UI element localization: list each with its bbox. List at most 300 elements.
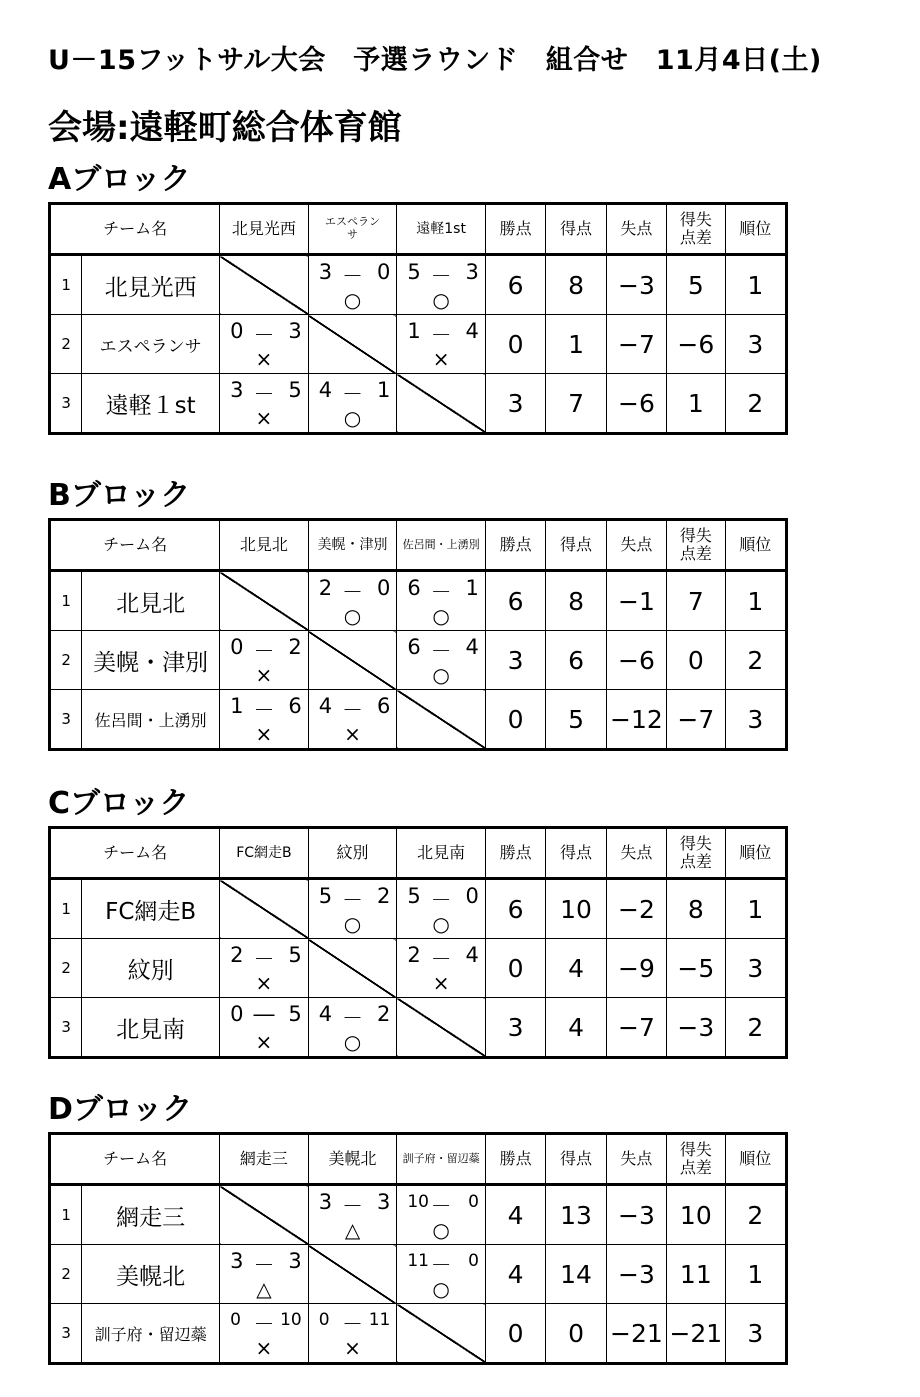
match-cell bbox=[397, 631, 486, 690]
cell-rank: 3 bbox=[725, 690, 786, 750]
match-cell bbox=[308, 1304, 397, 1364]
match-score bbox=[397, 884, 485, 910]
block-name: Dブロック bbox=[48, 1092, 193, 1127]
result-mark: △ bbox=[256, 1277, 272, 1301]
header-ga: 失点 bbox=[606, 520, 666, 571]
result-mark: ○ bbox=[343, 604, 362, 628]
header-rank: 順位 bbox=[725, 828, 786, 879]
result-mark: ○ bbox=[432, 1218, 450, 1242]
match-score bbox=[397, 943, 485, 969]
score-for: 4 bbox=[318, 1002, 333, 1026]
standings-table bbox=[48, 202, 788, 435]
score-against: 2 bbox=[288, 635, 302, 659]
self-match-cell bbox=[397, 998, 486, 1058]
header-gf: 得点 bbox=[546, 204, 606, 255]
block-3 bbox=[48, 1090, 788, 1365]
table-row bbox=[50, 879, 787, 939]
match-cell bbox=[308, 1185, 397, 1245]
result-mark: △ bbox=[344, 1218, 361, 1242]
score-for: 0 bbox=[318, 1310, 330, 1330]
cell-points: 0 bbox=[485, 1304, 545, 1364]
match-cell bbox=[308, 998, 397, 1058]
header-row bbox=[50, 520, 787, 571]
match-cell bbox=[220, 1304, 309, 1364]
match-score bbox=[220, 1308, 308, 1334]
match-score bbox=[220, 694, 308, 720]
score-dash: － bbox=[342, 1312, 364, 1336]
score-against: 0 bbox=[468, 1192, 479, 1212]
match-cell bbox=[308, 879, 397, 939]
match-cell bbox=[397, 255, 486, 315]
cell-rank: 1 bbox=[725, 571, 786, 631]
header-opponent: 美幌・津別 bbox=[308, 520, 397, 571]
header-team: チーム名 bbox=[50, 1134, 220, 1185]
score-for: 3 bbox=[318, 260, 333, 284]
cell-gf: 8 bbox=[546, 571, 606, 631]
header-row bbox=[50, 204, 787, 255]
header-opponent: FC網走B bbox=[220, 828, 309, 879]
score-against: 0 bbox=[376, 576, 391, 600]
header-gf: 得点 bbox=[546, 1134, 606, 1185]
score-for: 1 bbox=[407, 319, 421, 343]
match-score bbox=[220, 378, 308, 404]
score-against: 0 bbox=[376, 260, 391, 284]
score-for: 5 bbox=[318, 884, 333, 908]
cell-ga: −6 bbox=[606, 374, 666, 434]
header-team: チーム名 bbox=[50, 828, 220, 879]
team-name: FC網走B bbox=[82, 879, 220, 939]
result-mark: ○ bbox=[432, 288, 450, 312]
score-against: 2 bbox=[376, 884, 391, 908]
result-mark: ○ bbox=[343, 912, 362, 936]
cell-gf: 0 bbox=[546, 1304, 606, 1364]
cell-gf: 1 bbox=[546, 315, 606, 374]
cell-rank: 1 bbox=[725, 255, 786, 315]
score-dash: － bbox=[253, 382, 275, 406]
block-0 bbox=[48, 160, 788, 435]
table-row bbox=[50, 939, 787, 998]
score-for: 11 bbox=[407, 1251, 429, 1271]
match-score bbox=[309, 260, 397, 286]
score-against: 5 bbox=[288, 943, 302, 967]
header-points: 勝点 bbox=[485, 828, 545, 879]
score-for: 6 bbox=[407, 635, 421, 659]
score-for: 1 bbox=[230, 694, 244, 718]
result-mark: ○ bbox=[432, 604, 450, 628]
match-cell bbox=[397, 315, 486, 374]
score-dash: － bbox=[430, 1194, 452, 1218]
header-opponent: エスペラン サ bbox=[308, 204, 397, 255]
self-match-cell bbox=[220, 255, 309, 315]
row-number: 1 bbox=[50, 255, 82, 315]
result-mark: ○ bbox=[343, 288, 362, 312]
cell-gf: 10 bbox=[546, 879, 606, 939]
team-name: 北見南 bbox=[82, 998, 220, 1058]
score-dash: － bbox=[342, 580, 364, 604]
team-name: 美幌・津別 bbox=[82, 631, 220, 690]
self-match-cell bbox=[308, 315, 397, 374]
cell-ga: −21 bbox=[606, 1304, 666, 1364]
cell-ga: −1 bbox=[606, 571, 666, 631]
score-for: 3 bbox=[230, 378, 244, 402]
match-score bbox=[220, 635, 308, 661]
header-rank: 順位 bbox=[725, 1134, 786, 1185]
table-row bbox=[50, 690, 787, 750]
table-row bbox=[50, 315, 787, 374]
match-score bbox=[309, 378, 397, 404]
score-dash: － bbox=[342, 888, 364, 912]
result-mark: × bbox=[255, 347, 273, 371]
header-opponent: 北見北 bbox=[220, 520, 309, 571]
self-match-cell bbox=[220, 879, 309, 939]
cell-rank: 1 bbox=[725, 1245, 786, 1304]
result-mark: × bbox=[255, 722, 273, 746]
score-for: 0 bbox=[230, 1002, 244, 1026]
cell-rank: 3 bbox=[725, 1304, 786, 1364]
score-for: 0 bbox=[230, 319, 244, 343]
score-against: 3 bbox=[376, 1190, 391, 1214]
table-row bbox=[50, 998, 787, 1058]
score-for: 5 bbox=[407, 884, 421, 908]
header-ga: 失点 bbox=[606, 204, 666, 255]
cell-points: 6 bbox=[485, 571, 545, 631]
score-dash: － bbox=[253, 1253, 275, 1277]
score-dash: － bbox=[430, 1253, 452, 1277]
score-for: 3 bbox=[318, 1190, 333, 1214]
score-dash: － bbox=[342, 698, 364, 722]
result-mark: ○ bbox=[432, 1277, 450, 1301]
score-for: 5 bbox=[407, 260, 421, 284]
score-against: 4 bbox=[465, 943, 479, 967]
header-opponent: 遠軽1st bbox=[397, 204, 486, 255]
cell-gd: −7 bbox=[667, 690, 725, 750]
cell-gd: −6 bbox=[667, 315, 725, 374]
score-dash: － bbox=[253, 947, 275, 971]
block-name: Aブロック bbox=[48, 162, 191, 197]
header-gd: 得失 点差 bbox=[667, 520, 725, 571]
cell-ga: −3 bbox=[606, 1185, 666, 1245]
cell-ga: −7 bbox=[606, 315, 666, 374]
cell-gd: −3 bbox=[667, 998, 725, 1058]
header-opponent: 佐呂間・上湧別 bbox=[397, 520, 486, 571]
cell-rank: 2 bbox=[725, 631, 786, 690]
row-number: 2 bbox=[50, 939, 82, 998]
score-dash: － bbox=[342, 382, 364, 406]
team-name: 美幌北 bbox=[82, 1245, 220, 1304]
cell-points: 3 bbox=[485, 631, 545, 690]
self-match-cell bbox=[397, 690, 486, 750]
header-gf: 得点 bbox=[546, 828, 606, 879]
cell-ga: −12 bbox=[606, 690, 666, 750]
table-row bbox=[50, 1304, 787, 1364]
score-for: 2 bbox=[318, 576, 333, 600]
block-1 bbox=[48, 476, 788, 751]
match-score bbox=[397, 1190, 485, 1216]
team-name: 北見北 bbox=[82, 571, 220, 631]
self-match-cell bbox=[220, 1185, 309, 1245]
score-for: 2 bbox=[230, 943, 244, 967]
cell-gd: 11 bbox=[667, 1245, 725, 1304]
score-for: 2 bbox=[407, 943, 421, 967]
score-against: 5 bbox=[288, 378, 302, 402]
self-match-cell bbox=[397, 374, 486, 434]
header-opponent: 網走三 bbox=[220, 1134, 309, 1185]
score-against: 1 bbox=[465, 576, 479, 600]
cell-ga: −9 bbox=[606, 939, 666, 998]
match-cell bbox=[220, 998, 309, 1058]
cell-rank: 2 bbox=[725, 998, 786, 1058]
match-cell bbox=[397, 879, 486, 939]
result-mark: × bbox=[432, 347, 450, 371]
score-dash: － bbox=[430, 888, 452, 912]
team-name: 網走三 bbox=[82, 1185, 220, 1245]
score-against: 1 bbox=[376, 378, 391, 402]
result-mark: ○ bbox=[343, 406, 362, 430]
match-score bbox=[397, 260, 485, 286]
cell-gf: 7 bbox=[546, 374, 606, 434]
match-score bbox=[309, 884, 397, 910]
result-mark: × bbox=[344, 1336, 361, 1360]
score-against: 4 bbox=[465, 319, 479, 343]
score-dash: － bbox=[253, 698, 275, 722]
self-match-cell bbox=[308, 631, 397, 690]
page-title: U－15フットサル大会 予選ラウンド 組合せ 11月4日(土) bbox=[48, 45, 822, 76]
cell-gd: 5 bbox=[667, 255, 725, 315]
team-name: 遠軽１st bbox=[82, 374, 220, 434]
header-gd: 得失 点差 bbox=[667, 204, 725, 255]
cell-gf: 8 bbox=[546, 255, 606, 315]
match-score bbox=[220, 1002, 308, 1028]
cell-rank: 2 bbox=[725, 1185, 786, 1245]
block-name: Cブロック bbox=[48, 786, 190, 821]
result-mark: × bbox=[255, 663, 273, 687]
cell-gf: 4 bbox=[546, 998, 606, 1058]
match-cell bbox=[220, 939, 309, 998]
table-row bbox=[50, 571, 787, 631]
header-points: 勝点 bbox=[485, 520, 545, 571]
match-cell bbox=[397, 1185, 486, 1245]
team-name: 訓子府・留辺蘂 bbox=[82, 1304, 220, 1364]
header-rank: 順位 bbox=[725, 520, 786, 571]
header-opponent: 訓子府・留辺蘂 bbox=[397, 1134, 486, 1185]
header-ga: 失点 bbox=[606, 1134, 666, 1185]
header-rank: 順位 bbox=[725, 204, 786, 255]
header-gd: 得失 点差 bbox=[667, 1134, 725, 1185]
match-cell bbox=[220, 690, 309, 750]
match-cell bbox=[397, 571, 486, 631]
header-row bbox=[50, 1134, 787, 1185]
result-mark: ○ bbox=[432, 663, 450, 687]
match-cell bbox=[220, 374, 309, 434]
result-mark: × bbox=[255, 971, 273, 995]
score-against: 3 bbox=[288, 319, 302, 343]
score-against: 10 bbox=[280, 1310, 302, 1330]
score-dash: － bbox=[253, 323, 275, 347]
score-against: 11 bbox=[368, 1310, 391, 1330]
row-number: 1 bbox=[50, 571, 82, 631]
match-cell bbox=[220, 315, 309, 374]
header-opponent: 美幌北 bbox=[308, 1134, 397, 1185]
cell-ga: −3 bbox=[606, 1245, 666, 1304]
row-number: 3 bbox=[50, 998, 82, 1058]
score-against: 0 bbox=[468, 1251, 479, 1271]
score-for: 10 bbox=[407, 1192, 429, 1212]
cell-ga: −7 bbox=[606, 998, 666, 1058]
match-score bbox=[397, 319, 485, 345]
block-2 bbox=[48, 784, 788, 1059]
team-name: 紋別 bbox=[82, 939, 220, 998]
row-number: 2 bbox=[50, 315, 82, 374]
match-score bbox=[309, 576, 397, 602]
header-points: 勝点 bbox=[485, 1134, 545, 1185]
cell-points: 4 bbox=[485, 1185, 545, 1245]
cell-points: 0 bbox=[485, 315, 545, 374]
standings-table bbox=[48, 518, 788, 751]
score-for: 4 bbox=[318, 378, 333, 402]
match-cell bbox=[308, 374, 397, 434]
match-cell bbox=[220, 1245, 309, 1304]
result-mark: ○ bbox=[432, 912, 450, 936]
team-name: エスペランサ bbox=[82, 315, 220, 374]
row-number: 2 bbox=[50, 1245, 82, 1304]
cell-points: 6 bbox=[485, 879, 545, 939]
score-for: 3 bbox=[230, 1249, 244, 1273]
cell-gf: 13 bbox=[546, 1185, 606, 1245]
match-score bbox=[309, 1308, 397, 1334]
header-opponent: 北見南 bbox=[397, 828, 486, 879]
result-mark: × bbox=[255, 1336, 273, 1360]
team-name: 北見光西 bbox=[82, 255, 220, 315]
cell-gd: −5 bbox=[667, 939, 725, 998]
header-row bbox=[50, 828, 787, 879]
cell-points: 3 bbox=[485, 998, 545, 1058]
match-score bbox=[309, 1002, 397, 1028]
score-dash: － bbox=[342, 1194, 364, 1218]
match-score bbox=[220, 319, 308, 345]
cell-gd: 8 bbox=[667, 879, 725, 939]
score-dash: － bbox=[430, 580, 452, 604]
match-score bbox=[397, 576, 485, 602]
score-dash: ― bbox=[253, 1002, 275, 1026]
header-gf: 得点 bbox=[546, 520, 606, 571]
match-cell bbox=[308, 690, 397, 750]
cell-gd: 1 bbox=[667, 374, 725, 434]
cell-rank: 3 bbox=[725, 939, 786, 998]
self-match-cell bbox=[308, 1245, 397, 1304]
cell-points: 6 bbox=[485, 255, 545, 315]
standings-table bbox=[48, 1132, 788, 1365]
self-match-cell bbox=[397, 1304, 486, 1364]
header-opponent: 北見光西 bbox=[220, 204, 309, 255]
score-for: 0 bbox=[230, 1310, 241, 1330]
score-against: 6 bbox=[288, 694, 302, 718]
row-number: 3 bbox=[50, 690, 82, 750]
score-dash: － bbox=[430, 264, 452, 288]
block-name: Bブロック bbox=[48, 478, 191, 513]
table-row bbox=[50, 631, 787, 690]
cell-rank: 3 bbox=[725, 315, 786, 374]
cell-gf: 4 bbox=[546, 939, 606, 998]
score-dash: － bbox=[430, 323, 452, 347]
score-against: 2 bbox=[376, 1002, 391, 1026]
result-mark: × bbox=[255, 1030, 273, 1054]
score-dash: － bbox=[342, 1006, 364, 1030]
match-cell bbox=[308, 255, 397, 315]
header-opponent: 紋別 bbox=[308, 828, 397, 879]
score-dash: － bbox=[430, 947, 452, 971]
table-row bbox=[50, 1185, 787, 1245]
row-number: 1 bbox=[50, 1185, 82, 1245]
match-cell bbox=[397, 1245, 486, 1304]
row-number: 3 bbox=[50, 374, 82, 434]
result-mark: ○ bbox=[343, 1030, 362, 1054]
score-against: 4 bbox=[465, 635, 479, 659]
cell-gf: 6 bbox=[546, 631, 606, 690]
score-against: 6 bbox=[376, 694, 391, 718]
row-number: 3 bbox=[50, 1304, 82, 1364]
score-dash: － bbox=[253, 1312, 275, 1336]
cell-ga: −3 bbox=[606, 255, 666, 315]
standings-table bbox=[48, 826, 788, 1059]
venue-heading: 会場:遠軽町総合体育館 bbox=[48, 108, 402, 148]
score-for: 4 bbox=[318, 694, 333, 718]
table-row bbox=[50, 374, 787, 434]
match-cell bbox=[397, 939, 486, 998]
table-row bbox=[50, 1245, 787, 1304]
cell-points: 0 bbox=[485, 939, 545, 998]
header-team: チーム名 bbox=[50, 204, 220, 255]
cell-gd: −21 bbox=[667, 1304, 725, 1364]
table-row bbox=[50, 255, 787, 315]
match-score bbox=[220, 1249, 308, 1275]
match-score bbox=[397, 1249, 485, 1275]
score-against: 5 bbox=[288, 1002, 302, 1026]
score-for: 0 bbox=[230, 635, 244, 659]
cell-gf: 14 bbox=[546, 1245, 606, 1304]
cell-points: 4 bbox=[485, 1245, 545, 1304]
team-name: 佐呂間・上湧別 bbox=[82, 690, 220, 750]
cell-gf: 5 bbox=[546, 690, 606, 750]
score-dash: － bbox=[253, 639, 275, 663]
cell-gd: 0 bbox=[667, 631, 725, 690]
cell-ga: −6 bbox=[606, 631, 666, 690]
cell-ga: −2 bbox=[606, 879, 666, 939]
match-score bbox=[397, 635, 485, 661]
cell-points: 3 bbox=[485, 374, 545, 434]
match-cell bbox=[308, 571, 397, 631]
match-score bbox=[309, 1190, 397, 1216]
score-dash: － bbox=[342, 264, 364, 288]
header-gd: 得失 点差 bbox=[667, 828, 725, 879]
cell-rank: 1 bbox=[725, 879, 786, 939]
cell-gd: 7 bbox=[667, 571, 725, 631]
cell-points: 0 bbox=[485, 690, 545, 750]
result-mark: × bbox=[432, 971, 450, 995]
header-points: 勝点 bbox=[485, 204, 545, 255]
self-match-cell bbox=[308, 939, 397, 998]
score-for: 6 bbox=[407, 576, 421, 600]
result-mark: × bbox=[255, 406, 273, 430]
match-score bbox=[309, 694, 397, 720]
score-against: 0 bbox=[465, 884, 479, 908]
header-team: チーム名 bbox=[50, 520, 220, 571]
row-number: 1 bbox=[50, 879, 82, 939]
score-against: 3 bbox=[288, 1249, 302, 1273]
row-number: 2 bbox=[50, 631, 82, 690]
self-match-cell bbox=[220, 571, 309, 631]
header-ga: 失点 bbox=[606, 828, 666, 879]
cell-rank: 2 bbox=[725, 374, 786, 434]
